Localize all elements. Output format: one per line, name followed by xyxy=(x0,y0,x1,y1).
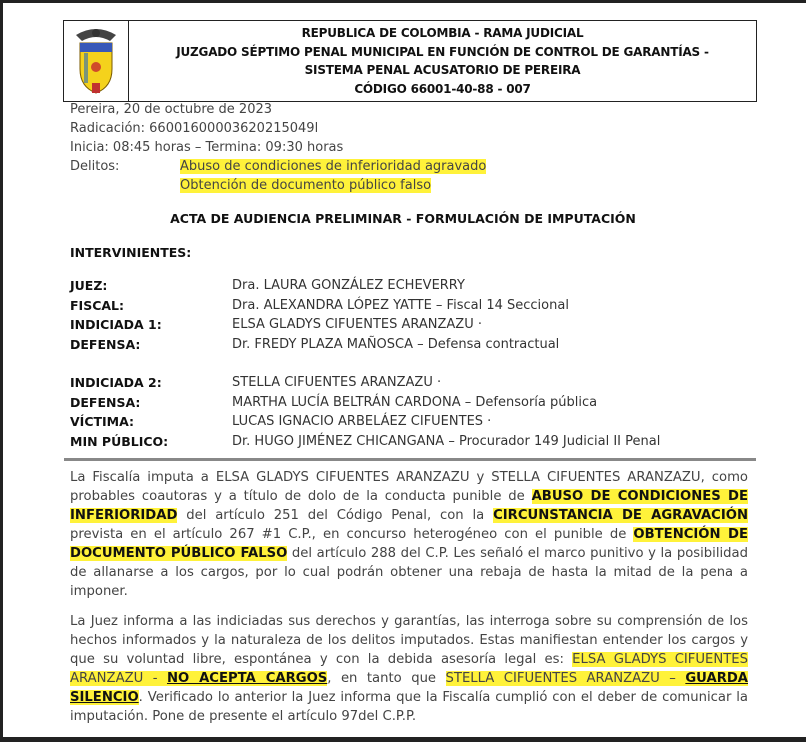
participant-row: MIN PÚBLICO: Dr. HUGO JIMÉNEZ CHICANGANA – Procurador 149 Judicial II Penal xyxy=(70,433,661,449)
header-line: CÓDIGO 66001-40-88 - 007 xyxy=(354,81,531,96)
radicacion: Radicación: 66001600003620215049l xyxy=(70,121,319,136)
highlighted-decision: NO ACEPTA CARGOS xyxy=(166,671,328,686)
coat-of-arms-icon xyxy=(70,25,122,97)
delito-item: Abuso de condiciones de inferioridad agravado xyxy=(180,159,487,174)
delito-item: Obtención de documento público falso xyxy=(180,178,432,193)
document-header xyxy=(63,20,757,102)
schedule: Inicia: 08:45 horas – Termina: 09:30 horas xyxy=(70,140,344,155)
participant-row: FISCAL: Dra. ALEXANDRA LÓPEZ YATTE – Fiscal 14 Seccional xyxy=(70,297,569,313)
delitos xyxy=(70,157,486,195)
date: Pereira, 20 de octubre de 2023 xyxy=(70,102,273,117)
frame-border xyxy=(0,0,3,742)
participant-row: INDICIADA 1: ELSA GLADYS CIFUENTES ARANZAZU · xyxy=(70,317,482,332)
paragraph-imputacion: La Fiscalía imputa a ELSA GLADYS CIFUENTES ARANZAZU y STELLA CIFUENTES ARANZAZU, como probables coautoras y a título de dolo de la conducta punible de ABUSO DE CONDICIONES DE INFERIORIDAD del artículo 251 del Código Penal, con la CIRCUNSTANCIA DE AGRAVACIÓN prevista en el artículo 267 #1 C.P., en concurso heterogéneo con el punible de OBTENCIÓN DE DOCUMENTO PÚBLICO FALSO del artículo 288 del C.P. Les señaló el marco punitivo y la posibilidad de allanarse a los cargos, por lo cual podrán obtener una rebaja de hasta la mitad de la pena a imponer. xyxy=(70,470,748,599)
highlighted-charge: ABUSO DE CONDICIONES DE INFERIORIDAD xyxy=(70,489,748,523)
highlighted-charge: CIRCUNSTANCIA DE AGRAVACIÓN xyxy=(493,508,748,523)
participant-row: DEFENSA: MARTHA LUCÍA BELTRÁN CARDONA – Defensoría pública xyxy=(70,394,598,410)
frame-border xyxy=(0,0,806,3)
delitos-label: Delitos: xyxy=(70,159,120,174)
header-line: JUZGADO SÉPTIMO PENAL MUNICIPAL EN FUNCIÓN DE CONTROL DE GARANTÍAS - xyxy=(176,44,709,59)
paragraph-decision: La Juez informa a las indiciadas sus derechos y garantías, las interroga sobre su comprensión de los hechos informados y la naturaleza de los delitos imputados. Estas manifiestan entender los cargos y que su voluntad libre, espontánea y con la debida asesoría legal es: ELSA GLADYS CIFUENTES ARANZAZU - NO ACEPTA CARGOS, en tanto que STELLA CIFUENTES ARANZAZU – GUARDA SILENCIO. Verificado lo anterior la Juez informa que la Fiscalía cumplió con el deber de comunicar la imputación. Pone de presente el artículo 97del C.P.P. xyxy=(70,614,748,724)
participants-group-1 xyxy=(70,276,569,354)
header-line: SISTEMA PENAL ACUSATORIO DE PEREIRA xyxy=(304,63,581,77)
frame-border xyxy=(0,737,806,742)
header-line: REPUBLICA DE COLOMBIA - RAMA JUDICIAL xyxy=(301,26,584,40)
section-divider xyxy=(64,458,756,461)
coat-of-arms-logo xyxy=(64,21,129,101)
participant-row: VÍCTIMA: LUCAS IGNACIO ARBELÁEZ CIFUENTES · xyxy=(70,414,492,429)
document-title: ACTA DE AUDIENCIA PRELIMINAR - FORMULACIÓN DE IMPUTACIÓN xyxy=(170,211,636,226)
participant-row: INDICIADA 2: STELLA CIFUENTES ARANZAZU · xyxy=(70,375,442,390)
participant-row: DEFENSA: Dr. FREDY PLAZA MAÑOSCA – Defensa contractual xyxy=(70,336,560,352)
participant-row: JUEZ: Dra. LAURA GONZÁLEZ ECHEVERRY xyxy=(70,278,465,293)
document-meta xyxy=(70,100,486,195)
highlighted-charge: OBTENCIÓN DE DOCUMENTO PÚBLICO FALSO xyxy=(70,527,748,561)
intervinientes-heading: INTERVINIENTES: xyxy=(70,245,192,260)
highlighted-decision: GUARDA SILENCIO xyxy=(70,671,748,705)
participants-group-2 xyxy=(70,373,660,451)
